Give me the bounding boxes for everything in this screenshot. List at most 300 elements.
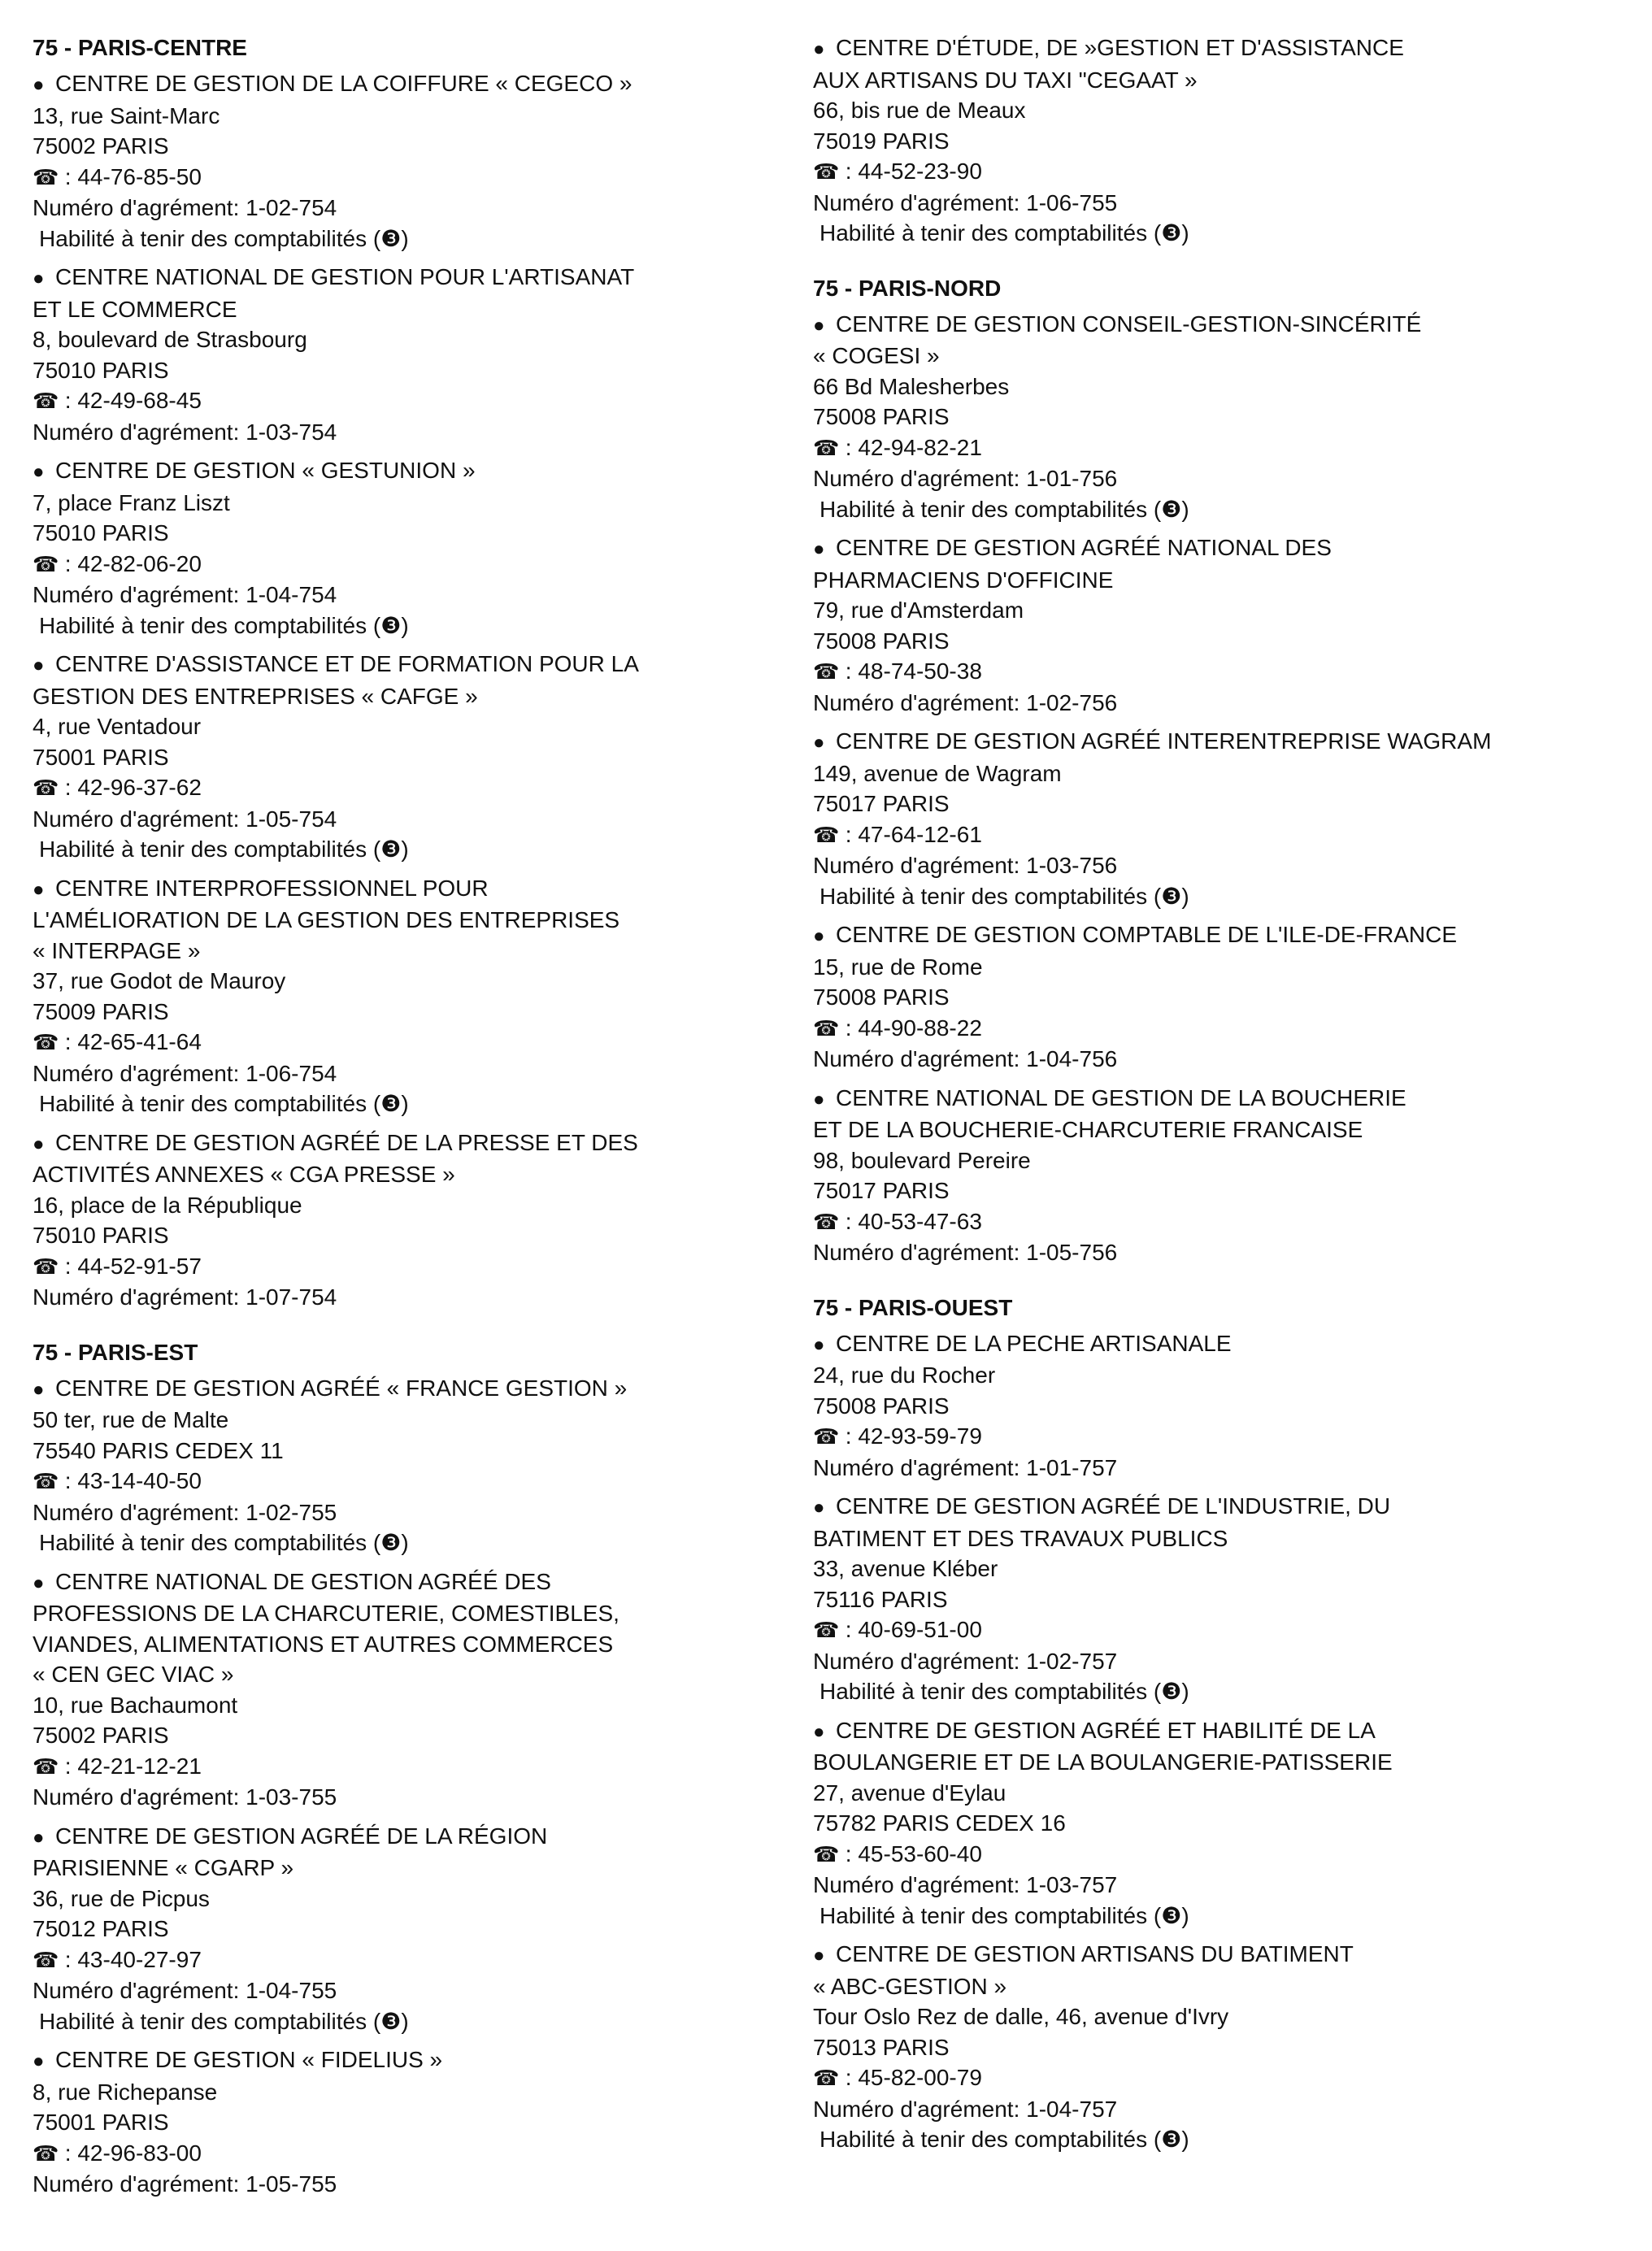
habilitation-close: ): [401, 2008, 409, 2034]
entry-name-line: [33, 905, 813, 936]
entry-name-text: CENTRE DE GESTION AGRÉÉ DE LA PRESSE ET DES: [55, 1129, 638, 1155]
bullet-icon: ●: [33, 1132, 45, 1155]
entry-habilitation: [33, 224, 813, 254]
habilitation-close: ): [401, 225, 409, 251]
agrement-number: 1-01-757: [1026, 1454, 1118, 1480]
entry-name-line: [33, 1128, 813, 1160]
agrement-label: Numéro d'agrément:: [33, 806, 246, 832]
agrement-number: 1-04-757: [1026, 2096, 1118, 2122]
phone-icon: ☎: [33, 1030, 59, 1054]
entry-address-line: 75008 PARIS: [813, 984, 950, 1010]
entry-agrement: [813, 688, 1593, 719]
phone-number: 42-94-82-21: [858, 434, 982, 460]
agrement-label: Numéro d'agrément:: [33, 195, 246, 220]
entry-name-text: VIANDES, ALIMENTATIONS ET AUTRES COMMERCES: [33, 1631, 614, 1657]
section: [33, 1337, 813, 2200]
entry-address-line: 75019 PARIS: [813, 128, 950, 154]
phone-number: 45-82-00-79: [858, 2065, 982, 2090]
phone-separator: :: [839, 159, 859, 184]
entry-name-text: CENTRE DE GESTION « FIDELIUS »: [55, 2047, 443, 2072]
entry-address-line: 10, rue Bachaumont: [33, 1692, 238, 1718]
directory-entry: [33, 649, 813, 865]
agrement-number: 1-03-754: [246, 419, 337, 445]
phone-icon: ☎: [33, 776, 59, 800]
habilitation-close: ): [1181, 496, 1189, 522]
entry-name-line: [813, 1715, 1593, 1748]
directory-entry: [33, 1373, 813, 1558]
entry-name-line: [813, 1083, 1593, 1115]
entry-address-line: 75009 PARIS: [33, 998, 169, 1024]
habilitation-close: ): [401, 837, 409, 862]
agrement-label: Numéro d'agrément:: [813, 466, 1027, 491]
entry-agrement: [33, 2169, 813, 2200]
phone-number: 42-96-37-62: [77, 775, 202, 800]
entry-agrement: [813, 1237, 1593, 1268]
habilitation-mark: ❸: [1161, 2127, 1182, 2152]
phone-icon: ☎: [813, 1424, 840, 1449]
entry-address-line: 75001 PARIS: [33, 2110, 169, 2135]
entry-phone: [33, 1466, 813, 1497]
phone-icon: ☎: [813, 159, 840, 184]
phone-icon: ☎: [33, 551, 59, 576]
entry-name-text: CENTRE NATIONAL DE GESTION POUR L'ARTISANAT: [55, 264, 635, 289]
entry-agrement: [33, 1282, 813, 1313]
habilitation-mark: ❸: [1161, 496, 1182, 522]
entry-name-text: CENTRE NATIONAL DE GESTION AGRÉÉ DES: [55, 1568, 551, 1594]
entry-name-line: [33, 1659, 813, 1690]
agrement-number: 1-04-755: [246, 1978, 337, 2003]
entry-habilitation: [813, 218, 1593, 249]
entry-agrement: [33, 417, 813, 448]
habilitation-close: ): [401, 1091, 409, 1116]
entry-name-text: CENTRE DE GESTION CONSEIL-GESTION-SINCÉRITÉ: [836, 311, 1422, 337]
habilitation-label: Habilité à tenir des comptabilités (: [819, 883, 1162, 909]
entry-agrement: [813, 1870, 1593, 1901]
directory-entry: [33, 1821, 813, 2037]
habilitation-mark: ❸: [1161, 220, 1182, 246]
entry-name-line: [813, 341, 1593, 372]
habilitation-label: Habilité à tenir des comptabilités (: [39, 837, 381, 862]
entry-name-text: CENTRE INTERPROFESSIONNEL POUR: [55, 875, 489, 901]
phone-number: 43-14-40-50: [77, 1468, 202, 1493]
bullet-icon: ●: [33, 654, 45, 676]
phone-separator: :: [59, 775, 78, 800]
entry-name-text: ET LE COMMERCE: [33, 296, 237, 322]
entry-address-line: 66, bis rue de Meaux: [813, 98, 1026, 123]
phone-icon: ☎: [813, 1618, 840, 1642]
agrement-number: 1-03-755: [246, 1784, 337, 1810]
agrement-number: 1-07-754: [246, 1284, 337, 1310]
entry-address-line: 75002 PARIS: [33, 133, 169, 159]
phone-icon: ☎: [813, 1015, 840, 1041]
entry-name-line: [813, 309, 1593, 341]
entry-address-line: 13, rue Saint-Marc: [33, 102, 220, 128]
entry-name-line: [813, 1115, 1593, 1145]
phone-number: 42-96-83-00: [77, 2140, 202, 2166]
bullet-icon: ●: [813, 732, 825, 754]
directory-entry: [813, 1715, 1593, 1932]
entry-name-text: PHARMACIENS D'OFFICINE: [813, 567, 1114, 593]
directory-entry: [813, 309, 1593, 525]
entry-address-line: 75017 PARIS: [813, 791, 950, 816]
entry-agrement: [33, 804, 813, 835]
agrement-label: Numéro d'agrément:: [33, 1060, 246, 1086]
entry-name-text: CENTRE DE GESTION AGRÉÉ DE LA RÉGION: [55, 1823, 548, 1849]
entry-address-line: 149, avenue de Wagram: [813, 760, 1062, 786]
phone-separator: :: [59, 1946, 78, 1972]
phone-icon: ☎: [813, 435, 840, 460]
entry-address-line: 33, avenue Kléber: [813, 1556, 998, 1581]
entry-name-line: [813, 65, 1593, 96]
phone-separator: :: [839, 1015, 859, 1041]
bullet-icon: ●: [813, 1497, 825, 1519]
section-title: 75 - PARIS-CENTRE: [33, 35, 247, 60]
agrement-label: Numéro d'agrément:: [33, 1784, 246, 1810]
habilitation-mark: ❸: [380, 612, 402, 638]
habilitation-label: Habilité à tenir des comptabilités (: [39, 1530, 381, 1555]
directory-entry: [33, 873, 813, 1119]
habilitation-mark: ❸: [380, 2008, 402, 2034]
phone-separator: :: [839, 1208, 859, 1234]
entry-address-line: 15, rue de Rome: [813, 954, 983, 980]
entry-agrement: [813, 1646, 1593, 1677]
entry-address-line: 75017 PARIS: [813, 1178, 950, 1203]
agrement-number: 1-02-757: [1026, 1648, 1118, 1674]
bullet-icon: ●: [33, 878, 45, 901]
entry-phone: [813, 1013, 1593, 1045]
entry-address-line: 79, rue d'Amsterdam: [813, 598, 1024, 623]
entry-phone: [813, 1614, 1593, 1646]
entry-name-line: [813, 919, 1593, 952]
entry-address-line: 24, rue du Rocher: [813, 1362, 996, 1388]
entry-name-line: [33, 649, 813, 681]
entry-name-text: CENTRE DE LA PECHE ARTISANALE: [836, 1330, 1232, 1356]
phone-separator: :: [59, 1029, 78, 1054]
entry-name-line: [33, 1821, 813, 1853]
agrement-number: 1-04-756: [1026, 1046, 1118, 1071]
phone-number: 44-52-91-57: [77, 1253, 202, 1279]
habilitation-mark: ❸: [380, 1091, 402, 1116]
entry-habilitation: [33, 2006, 813, 2037]
bullet-icon: ●: [813, 38, 825, 60]
habilitation-label: Habilité à tenir des comptabilités (: [39, 1091, 381, 1116]
phone-number: 40-53-47-63: [858, 1208, 982, 1234]
entry-address-line: 75008 PARIS: [813, 1393, 950, 1419]
habilitation-mark: ❸: [380, 837, 402, 862]
agrement-label: Numéro d'agrément:: [33, 2171, 246, 2197]
section-title: 75 - PARIS-NORD: [813, 275, 1002, 301]
entry-name-line: [813, 1523, 1593, 1554]
agrement-number: 1-04-754: [246, 582, 337, 607]
entry-phone: [813, 432, 1593, 464]
phone-number: 45-53-60-40: [858, 1840, 982, 1866]
phone-icon: ☎: [813, 659, 840, 684]
entry-name-text: CENTRE DE GESTION AGRÉÉ « FRANCE GESTION »: [55, 1375, 628, 1401]
entry-name-line: [813, 33, 1593, 65]
entry-name-text: BATIMENT ET DES TRAVAUX PUBLICS: [813, 1525, 1228, 1551]
phone-separator: :: [839, 1617, 859, 1642]
entry-name-text: CENTRE D'ASSISTANCE ET DE FORMATION POUR LA: [55, 651, 639, 676]
phone-icon: ☎: [33, 1254, 59, 1279]
entry-name-text: « COGESI »: [813, 343, 940, 368]
entry-habilitation: [33, 611, 813, 641]
phone-number: 44-90-88-22: [858, 1015, 982, 1041]
agrement-number: 1-03-757: [1026, 1872, 1118, 1897]
directory-entry: [33, 455, 813, 641]
entry-address-line: 75008 PARIS: [813, 628, 950, 654]
entry-address-line: 8, rue Richepanse: [33, 2079, 218, 2105]
section: [813, 33, 1593, 249]
entry-name-text: CENTRE DE GESTION AGRÉÉ INTERENTREPRISE WAGRAM: [836, 728, 1492, 754]
entry-agrement: [813, 1453, 1593, 1484]
agrement-label: Numéro d'agrément:: [33, 1978, 246, 2003]
directory-entry: [33, 68, 813, 254]
agrement-number: 1-05-756: [1026, 1240, 1118, 1265]
entry-address-line: 50 ter, rue de Malte: [33, 1407, 229, 1432]
agrement-label: Numéro d'agrément:: [813, 1648, 1027, 1674]
bullet-icon: ●: [813, 314, 825, 337]
agrement-label: Numéro d'agrément:: [813, 189, 1027, 215]
entry-phone: [813, 656, 1593, 688]
agrement-number: 1-02-754: [246, 195, 337, 220]
phone-icon: ☎: [813, 1209, 840, 1234]
entry-name-line: [813, 565, 1593, 596]
habilitation-mark: ❸: [380, 225, 402, 251]
entry-phone: [813, 156, 1593, 188]
entry-habilitation: [813, 1676, 1593, 1707]
entry-name-text: CENTRE DE GESTION COMPTABLE DE L'ILE-DE-FRANCE: [836, 922, 1458, 947]
entry-phone: [33, 549, 813, 580]
entry-habilitation: [813, 881, 1593, 912]
phone-number: 42-65-41-64: [77, 1029, 202, 1054]
agrement-label: Numéro d'agrément:: [813, 853, 1027, 878]
habilitation-label: Habilité à tenir des comptabilités (: [39, 612, 381, 638]
phone-icon: ☎: [33, 1753, 59, 1779]
habilitation-mark: ❸: [1161, 1679, 1182, 1704]
entry-name-line: [33, 1598, 813, 1629]
bullet-icon: ●: [813, 1088, 825, 1110]
habilitation-label: Habilité à tenir des comptabilités (: [819, 220, 1162, 246]
phone-separator: :: [839, 1423, 859, 1449]
phone-separator: :: [59, 1468, 78, 1493]
directory-entry: [813, 1939, 1593, 2155]
entry-address-line: 75782 PARIS CEDEX 16: [813, 1810, 1066, 1836]
phone-separator: :: [59, 388, 78, 413]
entry-phone: [33, 385, 813, 417]
phone-number: 42-82-06-20: [77, 550, 202, 576]
phone-number: 42-93-59-79: [858, 1423, 982, 1449]
entry-name-line: [33, 294, 813, 325]
entry-name-text: ACTIVITÉS ANNEXES « CGA PRESSE »: [33, 1162, 455, 1187]
entry-habilitation: [33, 1089, 813, 1119]
phone-separator: :: [839, 434, 859, 460]
entry-agrement: [813, 2094, 1593, 2125]
directory-entry: [813, 919, 1593, 1075]
entry-name-line: [33, 68, 813, 101]
entry-address-line: 8, boulevard de Strasbourg: [33, 327, 307, 352]
phone-icon: ☎: [813, 1841, 840, 1866]
phone-icon: ☎: [33, 1469, 59, 1493]
section: [813, 273, 1593, 1268]
phone-separator: :: [839, 2065, 859, 2090]
phone-number: 44-52-23-90: [858, 159, 982, 184]
habilitation-close: ): [1181, 1902, 1189, 1928]
bullet-icon: ●: [33, 2050, 45, 2072]
entry-address-line: 37, rue Godot de Mauroy: [33, 968, 286, 993]
entry-address-line: 75010 PARIS: [33, 357, 169, 383]
phone-icon: ☎: [813, 822, 840, 847]
entry-name-text: AUX ARTISANS DU TAXI "CEGAAT »: [813, 67, 1198, 93]
entry-phone: [813, 1839, 1593, 1871]
entry-name-line: [33, 2045, 813, 2077]
habilitation-mark: ❸: [380, 1530, 402, 1555]
directory-entry: [813, 33, 1593, 249]
entry-name-line: [33, 1853, 813, 1884]
agrement-label: Numéro d'agrément:: [813, 1240, 1027, 1265]
entry-agrement: [813, 1044, 1593, 1075]
phone-icon: ☎: [33, 164, 59, 189]
entry-name-text: « ABC-GESTION »: [813, 1973, 1007, 1999]
entry-agrement: [813, 850, 1593, 881]
directory-entry: [813, 1083, 1593, 1268]
directory-entry: [33, 1128, 813, 1313]
entry-name-text: BOULANGERIE ET DE LA BOULANGERIE-PATISSERIE: [813, 1749, 1393, 1775]
right-column: [813, 33, 1593, 2179]
habilitation-close: ): [1181, 883, 1189, 909]
agrement-label: Numéro d'agrément:: [813, 1046, 1027, 1071]
bullet-icon: ●: [813, 1945, 825, 1966]
phone-separator: :: [59, 1253, 78, 1279]
agrement-label: Numéro d'agrément:: [813, 2096, 1027, 2122]
section: [33, 33, 813, 1313]
phone-separator: :: [59, 1753, 78, 1779]
phone-separator: :: [59, 2140, 78, 2166]
entry-phone: [33, 1945, 813, 1976]
bullet-icon: ●: [33, 1378, 45, 1401]
phone-separator: :: [839, 1840, 859, 1866]
entry-name-text: GESTION DES ENTREPRISES « CAFGE »: [33, 683, 478, 709]
entry-name-text: CENTRE DE GESTION AGRÉÉ NATIONAL DES: [836, 535, 1332, 560]
entry-phone: [33, 1751, 813, 1783]
entry-name-line: [33, 1567, 813, 1599]
phone-icon: ☎: [33, 2140, 59, 2166]
agrement-number: 1-06-754: [246, 1060, 337, 1086]
entry-agrement: [33, 1058, 813, 1089]
entry-name-text: PROFESSIONS DE LA CHARCUTERIE, COMESTIBLES,: [33, 1601, 620, 1626]
entry-address-line: 75008 PARIS: [813, 404, 950, 429]
entry-habilitation: [813, 2124, 1593, 2155]
entry-address-line: 4, rue Ventadour: [33, 714, 202, 739]
entry-habilitation: [813, 494, 1593, 525]
entry-name-line: [813, 1747, 1593, 1778]
agrement-number: 1-02-755: [246, 1499, 337, 1525]
bullet-icon: ●: [813, 1720, 825, 1743]
directory-entry: [33, 1567, 813, 1813]
habilitation-label: Habilité à tenir des comptabilités (: [819, 496, 1162, 522]
entry-name-text: CENTRE DE GESTION ARTISANS DU BATIMENT: [836, 1941, 1354, 1966]
entry-name-line: [813, 532, 1593, 565]
entry-phone: [33, 162, 813, 193]
bullet-icon: ●: [813, 925, 825, 947]
habilitation-label: Habilité à tenir des comptabilités (: [39, 2008, 381, 2034]
entry-name-line: [33, 873, 813, 906]
bullet-icon: ●: [813, 538, 825, 560]
agrement-number: 1-05-755: [246, 2171, 337, 2197]
entry-habilitation: [33, 1527, 813, 1558]
entry-agrement: [33, 1975, 813, 2006]
habilitation-mark: ❸: [1161, 883, 1182, 909]
entry-name-text: CENTRE DE GESTION « GESTUNION »: [55, 458, 476, 483]
agrement-label: Numéro d'agrément:: [813, 1872, 1027, 1897]
entry-address-line: 66 Bd Malesherbes: [813, 373, 1010, 399]
entry-agrement: [813, 188, 1593, 219]
bullet-icon: ●: [33, 267, 45, 289]
habilitation-label: Habilité à tenir des comptabilités (: [39, 225, 381, 251]
entry-phone: [813, 1206, 1593, 1238]
entry-address-line: 75540 PARIS CEDEX 11: [33, 1437, 284, 1463]
entry-name-text: L'AMÉLIORATION DE LA GESTION DES ENTREPRISES: [33, 907, 620, 932]
entry-phone: [33, 772, 813, 804]
phone-separator: :: [839, 821, 859, 847]
entry-name-line: [813, 726, 1593, 758]
entry-name-text: CENTRE NATIONAL DE GESTION DE LA BOUCHERIE: [836, 1084, 1406, 1110]
entry-address-line: 98, boulevard Pereire: [813, 1147, 1031, 1173]
entry-address-line: 75012 PARIS: [33, 1916, 169, 1941]
agrement-label: Numéro d'agrément:: [813, 1454, 1027, 1480]
directory-entry: [813, 726, 1593, 911]
phone-icon: ☎: [813, 2066, 840, 2090]
entry-agrement: [33, 1782, 813, 1813]
entry-phone: [813, 1421, 1593, 1453]
habilitation-label: Habilité à tenir des comptabilités (: [819, 1902, 1162, 1928]
entry-phone: [33, 2138, 813, 2170]
entry-address-line: 75010 PARIS: [33, 520, 169, 545]
entry-agrement: [813, 463, 1593, 494]
left-column: [33, 33, 813, 2224]
agrement-label: Numéro d'agrément:: [33, 582, 246, 607]
entry-name-line: [33, 681, 813, 712]
entry-name-line: [33, 1629, 813, 1660]
agrement-label: Numéro d'agrément:: [813, 689, 1027, 715]
habilitation-close: ): [1181, 1679, 1189, 1704]
entry-name-line: [33, 262, 813, 294]
habilitation-label: Habilité à tenir des comptabilités (: [819, 1679, 1162, 1704]
entry-phone: [813, 2062, 1593, 2094]
section: [813, 1293, 1593, 2155]
agrement-number: 1-01-756: [1026, 466, 1118, 491]
section-title: 75 - PARIS-OUEST: [813, 1294, 1013, 1320]
habilitation-mark: ❸: [1161, 1902, 1182, 1928]
agrement-number: 1-02-756: [1026, 689, 1118, 715]
entry-address-line: 75001 PARIS: [33, 744, 169, 770]
habilitation-label: Habilité à tenir des comptabilités (: [819, 2127, 1162, 2152]
entry-habilitation: [33, 834, 813, 865]
entry-address-line: 16, place de la République: [33, 1192, 302, 1218]
entry-name-text: PARISIENNE « CGARP »: [33, 1855, 294, 1880]
entry-name-text: ET DE LA BOUCHERIE-CHARCUTERIE FRANCAISE: [813, 1117, 1363, 1142]
entry-name-text: « INTERPAGE »: [33, 937, 201, 963]
directory-entry: [813, 1328, 1593, 1484]
habilitation-close: ): [1181, 220, 1189, 246]
entry-name-text: « CEN GEC VIAC »: [33, 1662, 234, 1687]
section-title: 75 - PARIS-EST: [33, 1339, 198, 1365]
directory-entry: [813, 1491, 1593, 1707]
entry-address-line: 7, place Franz Liszt: [33, 489, 230, 515]
phone-number: 43-40-27-97: [77, 1946, 202, 1972]
directory-entry: [33, 2045, 813, 2200]
directory-entry: [33, 262, 813, 447]
phone-separator: :: [839, 658, 859, 684]
